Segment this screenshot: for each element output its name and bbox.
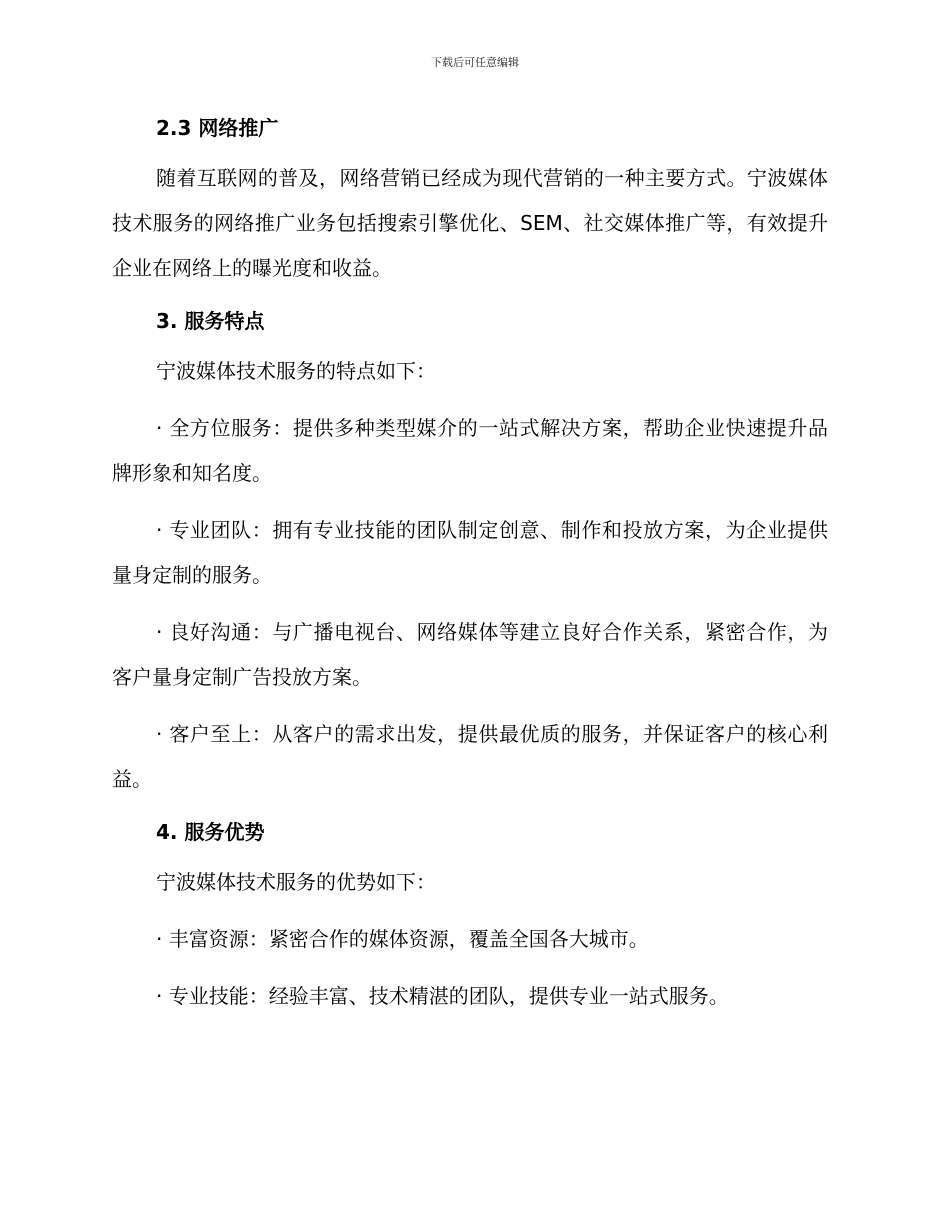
section-3-bullet-3: · 良好沟通：与广播电视台、网络媒体等建立良好合作关系，紧密合作，为客户量身定制广告投放方案。 [112,620,828,689]
section-heading-3: 3. 服务特点 [156,309,265,333]
section-3-bullet-2: · 专业团队：拥有专业技能的团队制定创意、制作和投放方案，为企业提供量身定制的服务。 [112,518,828,587]
section-heading-4: 4. 服务优势 [156,820,265,844]
section-3-intro: 宁波媒体技术服务的特点如下： [156,359,436,383]
section-2-3-paragraph: 随着互联网的普及，网络营销已经成为现代营销的一种主要方式。宁波媒体技术服务的网络推广业务包括搜索引擎优化、SEM、社交媒体推广等，有效提升企业在网络上的曝光度和收益。 [112,166,828,280]
section-4-bullet-1: · 丰富资源：紧密合作的媒体资源，覆盖全国各大城市。 [156,927,649,951]
section-4-bullet-2: · 专业技能：经验丰富、技术精湛的团队，提供专业一站式服务。 [156,984,729,1008]
section-4-intro: 宁波媒体技术服务的优势如下： [156,870,436,894]
section-3-bullet-4: · 客户至上：从客户的需求出发，提供最优质的服务，并保证客户的核心利益。 [112,722,828,791]
document-body [112,112,828,1019]
section-3-bullet-1: · 全方位服务：提供多种类型媒介的一站式解决方案，帮助企业快速提升品牌形象和知名度。 [112,416,828,485]
page-header: 下载后可任意编辑 [431,56,519,69]
section-heading-2-3: 2.3 网络推广 [156,116,279,140]
